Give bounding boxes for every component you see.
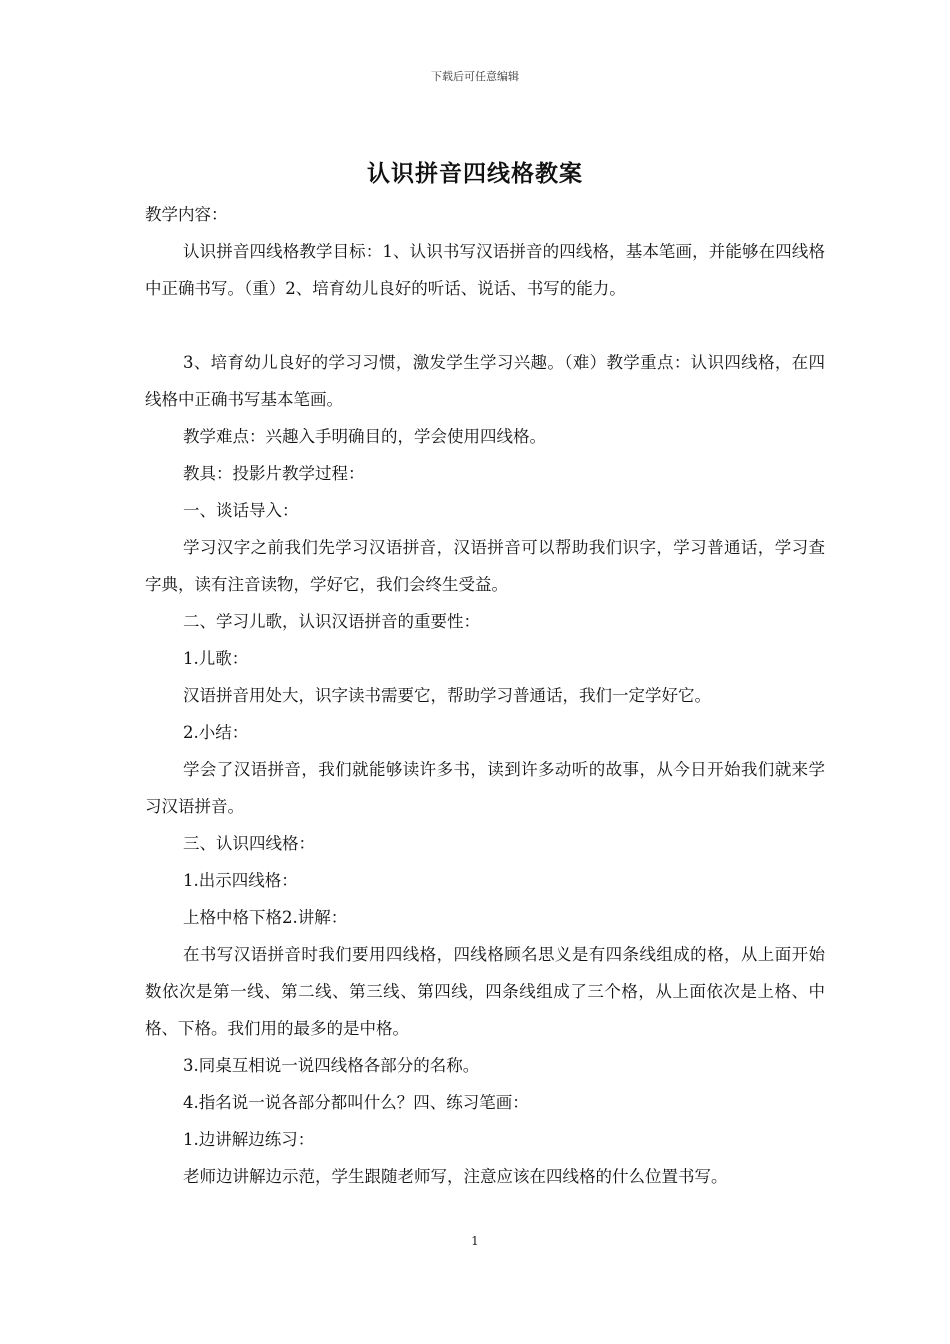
paragraph-teaching-content: 教学内容： <box>145 205 228 224</box>
section-heading-1: 一、谈话导入： <box>183 501 299 520</box>
paragraph-summary: 学会了汉语拼音，我们就能够读许多书，读到许多动听的故事，从今日开始我们就来学习汉语拼音。 <box>145 760 825 816</box>
list-item-summary: 2.小结： <box>183 723 249 742</box>
paragraph-key-points: 3、培育幼儿良好的学习习惯，激发学生学习兴趣。（难）教学重点：认识四线格，在四线格中正确书写基本笔画。 <box>145 353 825 409</box>
list-item-show-grid: 1.出示四线格： <box>183 871 298 890</box>
list-item-name-parts: 4.指名说一说各部分都叫什么？四、练习笔画： <box>183 1093 529 1112</box>
page-header: 下载后可任意编辑 <box>431 70 519 83</box>
document-title: 认识拼音四线格教案 <box>367 161 583 187</box>
list-item-song: 1.儿歌： <box>183 649 249 668</box>
document-body <box>145 196 825 1195</box>
list-item-pair-talk: 3.同桌互相说一说四线格各部分的名称。 <box>183 1056 480 1075</box>
section-heading-3: 三、认识四线格： <box>183 834 315 853</box>
section-heading-2: 二、学习儿歌，认识汉语拼音的重要性： <box>183 612 480 631</box>
paragraph-practice: 老师边讲解边示范，学生跟随老师写，注意应该在四线格的什么位置书写。 <box>183 1167 728 1186</box>
list-item-practice: 1.边讲解边练习： <box>183 1130 315 1149</box>
paragraph-explanation: 在书写汉语拼音时我们要用四线格，四线格顾名思义是有四条线组成的格，从上面开始数依次是第一线、第二线、第三线、第四线，四条线组成了三个格，从上面依次是上格、中格、下格。我们用的最多的是中格。 <box>145 945 825 1038</box>
paragraph-gap <box>145 307 825 344</box>
paragraph-song: 汉语拼音用处大，识字读书需要它，帮助学习普通话，我们一定学好它。 <box>183 686 711 705</box>
paragraph-difficulties: 教学难点：兴趣入手明确目的，学会使用四线格。 <box>183 427 546 446</box>
list-item-explain: 上格中格下格2.讲解： <box>183 908 348 927</box>
paragraph-intro: 学习汉字之前我们先学习汉语拼音，汉语拼音可以帮助我们识字，学习普通话，学习查字典，读有注音读物，学好它，我们会终生受益。 <box>145 538 825 594</box>
page-number: 1 <box>471 1234 479 1248</box>
paragraph-objectives: 认识拼音四线格教学目标：1、认识书写汉语拼音的四线格，基本笔画，并能够在四线格中正确书写。（重）2、培育幼儿良好的听话、说话、书写的能力。 <box>145 242 825 298</box>
paragraph-teaching-aids: 教具：投影片教学过程： <box>183 464 365 483</box>
